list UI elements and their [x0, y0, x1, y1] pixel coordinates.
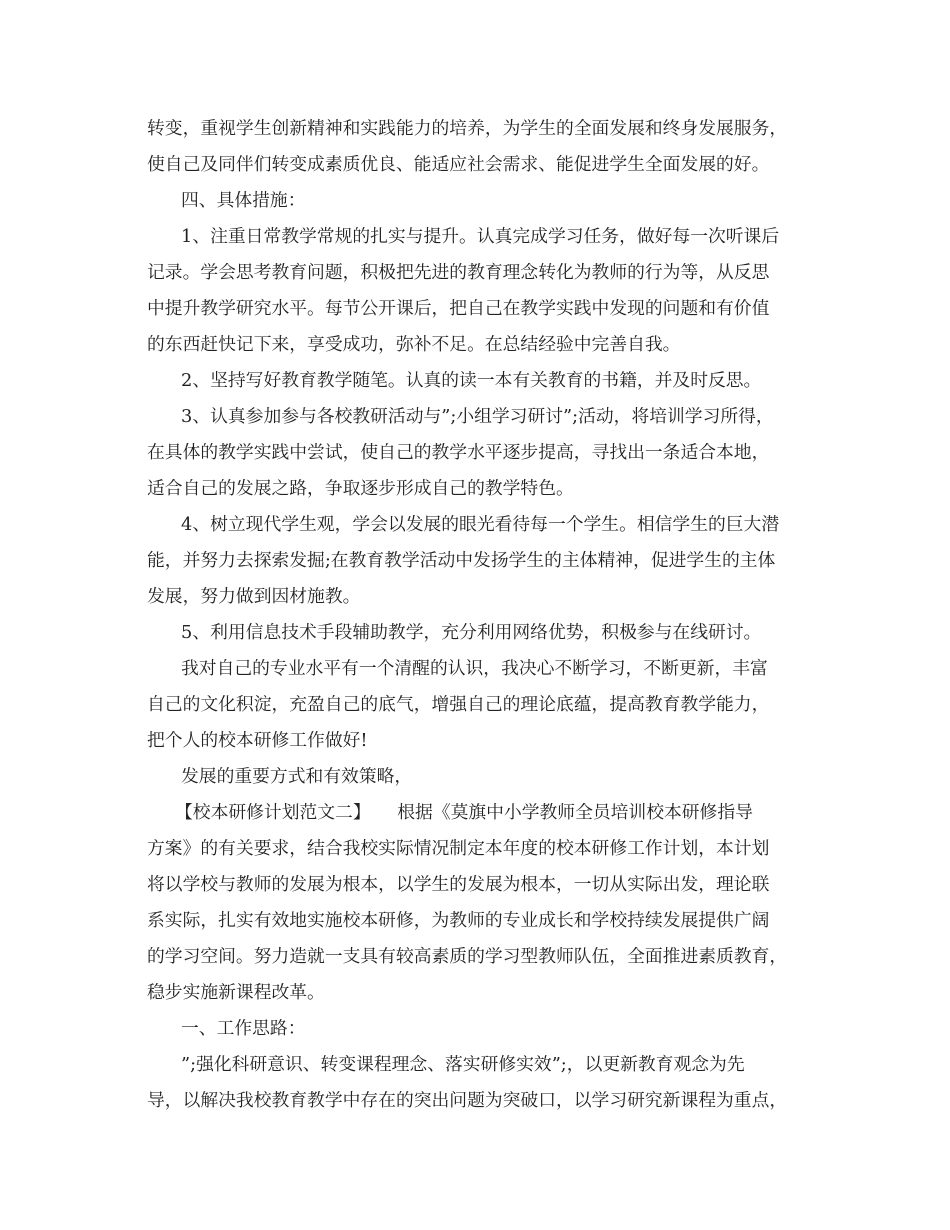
- text-line: 的东西赶快记下来，享受成功，弥补不足。在总结经验中完善自我。: [147, 334, 681, 355]
- text-line: 5、利用信息技术手段辅助教学，充分利用网络优势，积极参与在线研讨。: [181, 622, 762, 643]
- text-line: 中提升教学研究水平。每节公开课后，把自己在教学实践中发现的问题和有价值: [147, 298, 770, 319]
- text-line: 使自己及同伴们转变成素质优良、能适应社会需求、能促进学生全面发展的好。: [147, 154, 770, 175]
- text-line: ”;强化科研意识、转变课程理念、落实研修实效”;，以更新教育观念为先: [181, 1054, 745, 1075]
- text-line: 导，以解决我校教育教学中存在的突出问题为突破口，以学习研究新课程为重点，: [147, 1090, 788, 1111]
- text-line: 适合自己的发展之路，争取逐步形成自己的教学特色。: [147, 478, 574, 499]
- text-line: 转变，重视学生创新精神和实践能力的培养，为学生的全面发展和终身发展服务，: [147, 118, 788, 139]
- text-line: 1、注重日常教学常规的扎实与提升。认真完成学习任务，做好每一次听课后: [181, 226, 780, 247]
- text-line: 把个人的校本研修工作做好!: [147, 730, 368, 751]
- text-line: 发展，努力做到因材施教。: [147, 586, 361, 607]
- text-line: 记录。学会思考教育问题，积极把先进的教育理念转化为教师的行为等，从反思: [147, 262, 770, 283]
- text-line: 我对自己的专业水平有一个清醒的认识，我决心不断学习，不断更新，丰富: [181, 658, 768, 679]
- text-line: 将以学校与教师的发展为根本，以学生的发展为根本，一切从实际出发，理论联: [147, 874, 770, 895]
- text-line: 3、认真参加参与各校教研活动与”;小组学习研讨”;活动，将培训学习所得，: [181, 406, 774, 427]
- text-line: 系实际，扎实有效地实施校本研修，为教师的专业成长和学校持续发展提供广阔: [147, 910, 770, 931]
- text-line: 2、坚持写好教育教学随笔。认真的读一本有关教育的书籍，并及时反思。: [181, 370, 762, 391]
- section-heading: 【校本研修计划范文二】 根据《莫旗中小学教师全员培训校本研修指导: [175, 802, 753, 823]
- text-line: 稳步实施新课程改革。: [147, 982, 325, 1003]
- text-line: 4、树立现代学生观，学会以发展的眼光看待每一个学生。相信学生的巨大潜: [181, 514, 780, 535]
- section-heading: 四、具体措施：: [181, 190, 306, 211]
- text-line: 方案》的有关要求，结合我校实际情况制定本年度的校本研修工作计划，本计划: [147, 838, 770, 859]
- text-line: 自己的文化积淀，充盈自己的底气，增强自己的理论底蕴，提高教育教学能力，: [147, 694, 770, 715]
- text-line: 在具体的教学实践中尝试，使自己的教学水平逐步提高，寻找出一条适合本地，: [147, 442, 770, 463]
- section-heading: 一、工作思路：: [181, 1018, 306, 1039]
- text-line: 发展的重要方式和有效策略，: [181, 766, 413, 787]
- text-line: 的学习空间。努力造就一支具有较高素质的学习型教师队伍，全面推进素质教育，: [147, 946, 788, 967]
- text-line: 能，并努力去探索发掘;在教育教学活动中发扬学生的主体精神，促进学生的主体: [147, 550, 776, 571]
